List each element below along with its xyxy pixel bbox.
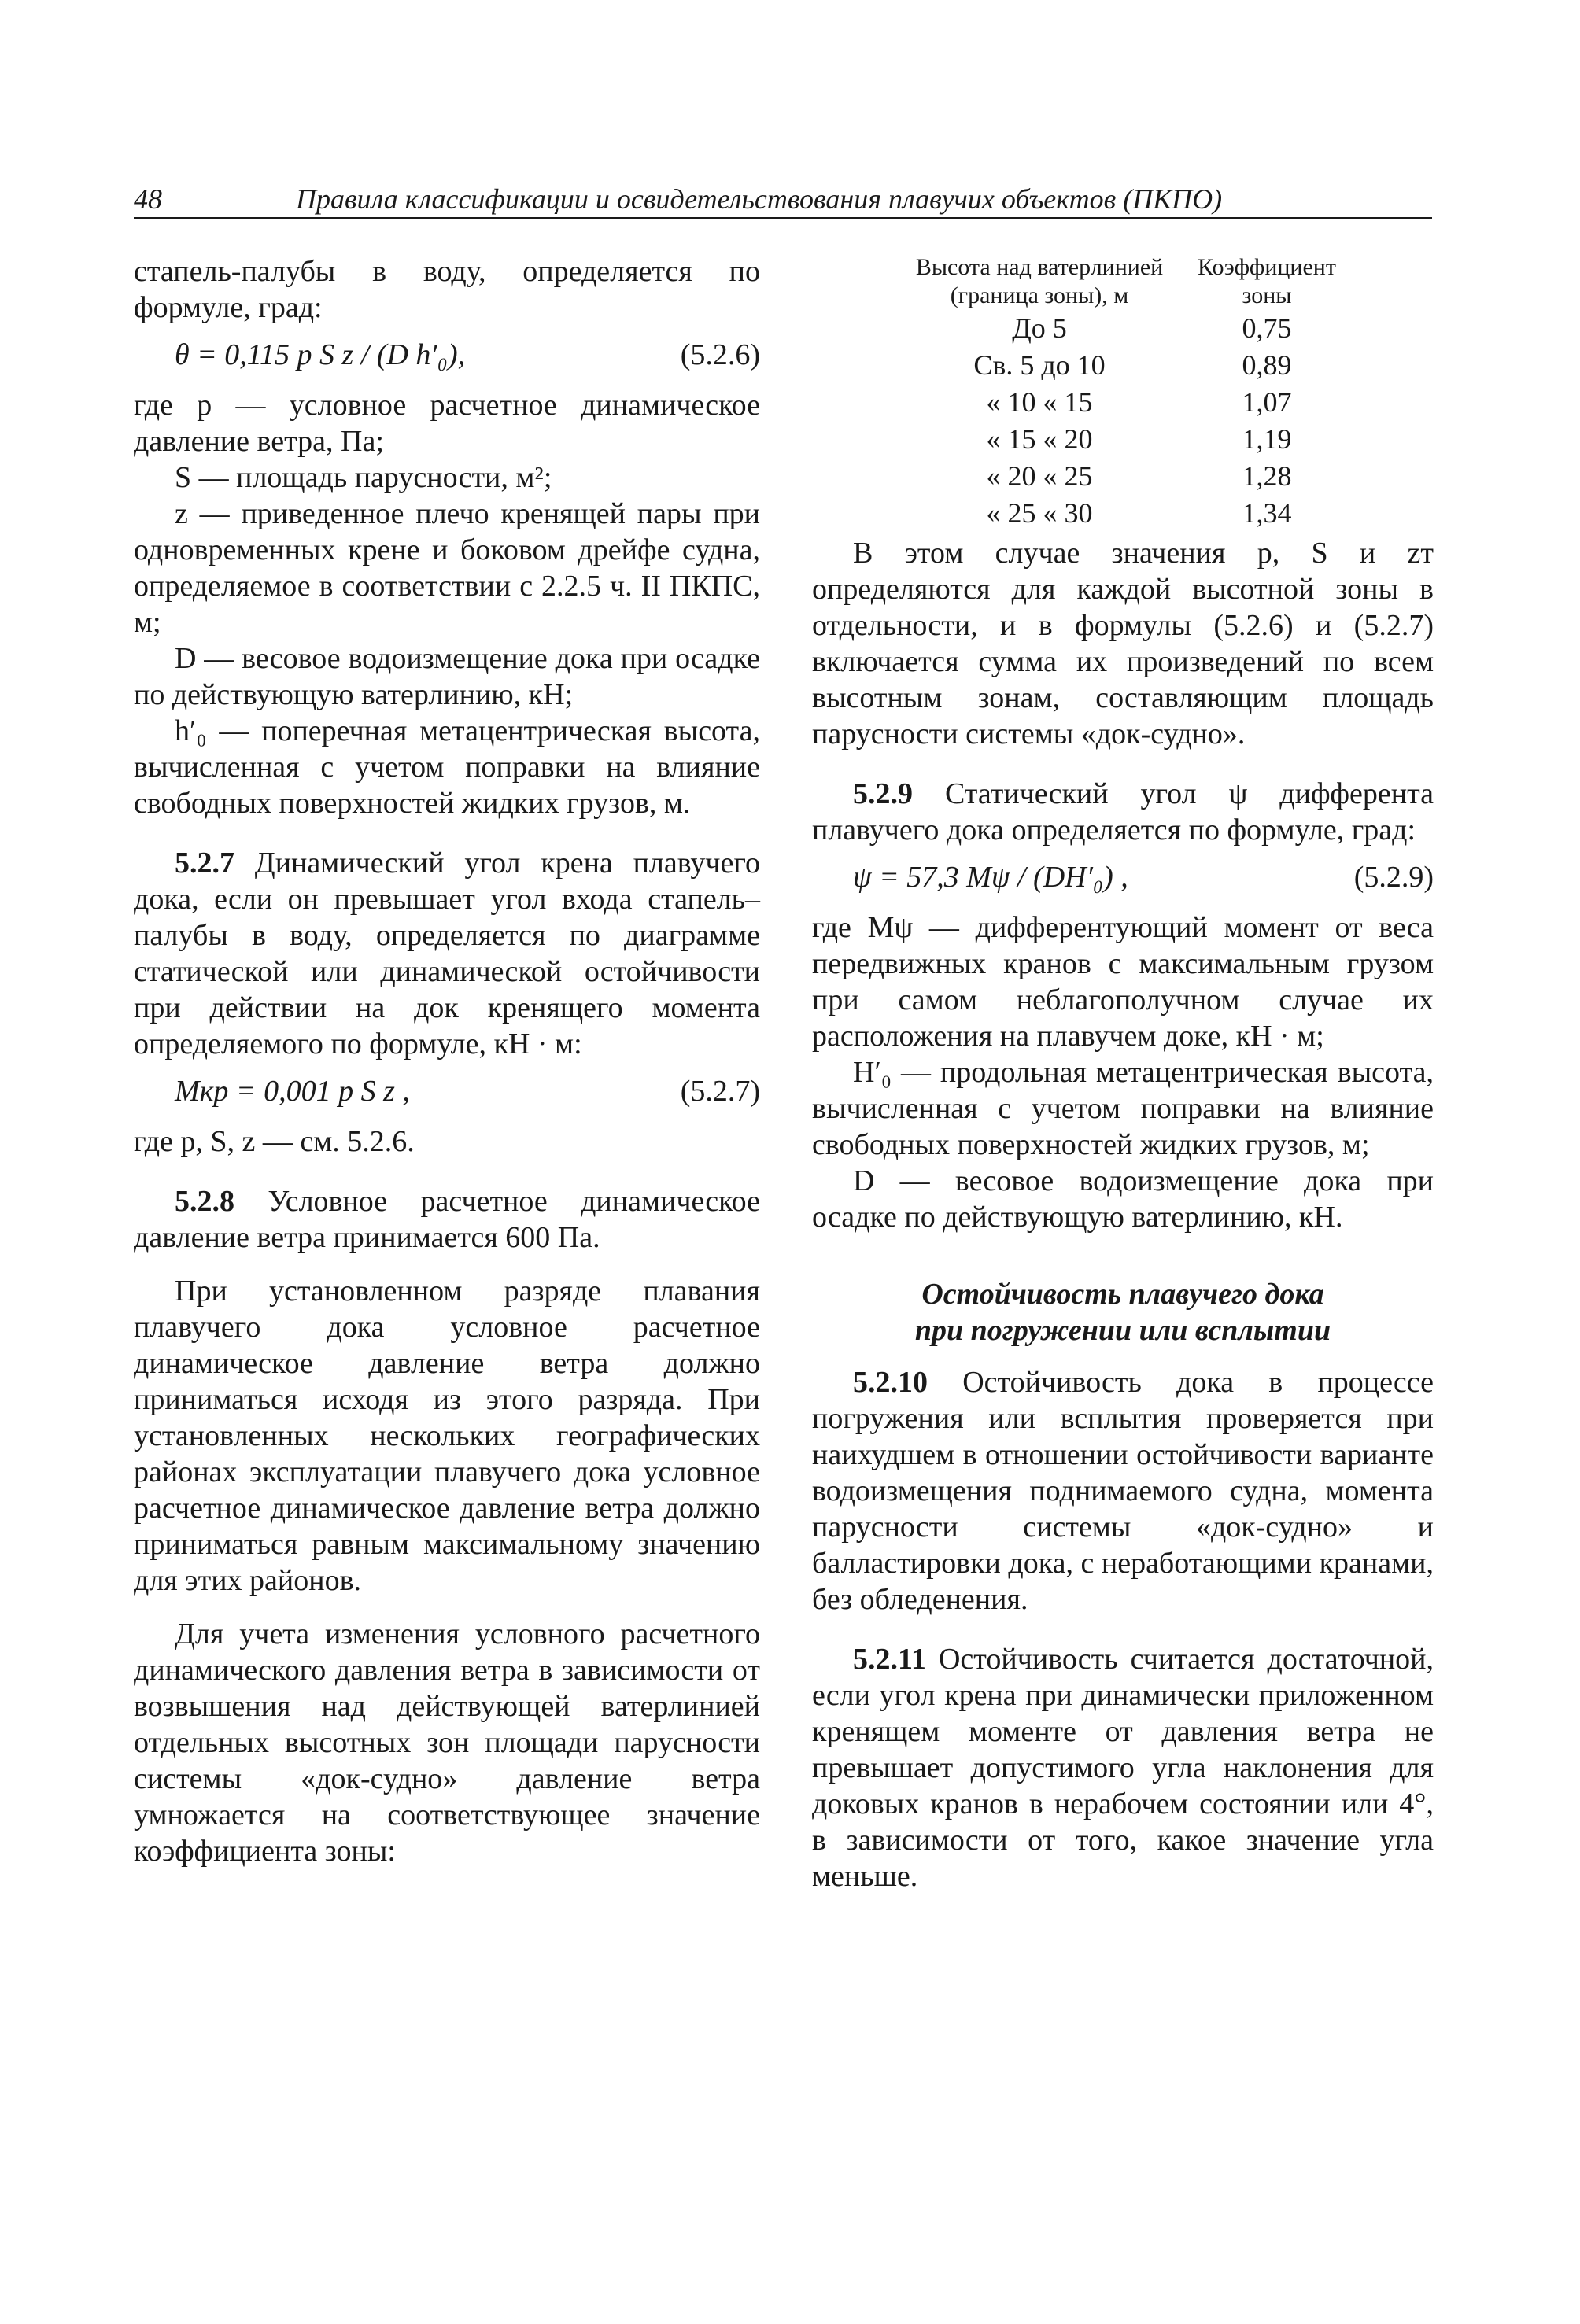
section-number: 5.2.10: [853, 1366, 928, 1399]
paragraph-zone-case: В этом случае значения p, S и zт определяются для каждой высотной зоны в отдельности, и в формулы (5.2.6) и (5.2.7) включается сумма их произведений по всем высотным зонам, составляющим площадь парусности системы «док-судно».: [812, 537, 1434, 751]
formula-number: (5.2.7): [680, 1075, 760, 1108]
section-text: Остойчивость дока в процессе погружения или всплытия проверяется при наихудшем в отношении остойчивости варианте водоизмещения поднимаемого судна, момента парусности системы «док-судно» и балластировки дока, с неработающими кранами, без обледенения.: [812, 1366, 1434, 1616]
section-number: 5.2.11: [853, 1643, 926, 1676]
definition-H0: H′₀ — продольная метацентрическая высота, вычисленная с учетом поправки на влияние свободных поверхностей жидких грузов, м;: [812, 1056, 1434, 1161]
header-line: (граница зоны), м: [950, 282, 1129, 308]
subheading-line-1: Остойчивость плавучего дока: [921, 1278, 1324, 1311]
section-text: Остойчивость считается достаточной, если угол крена при динамически приложенном кренящем моменте от давления ветра не превышает допустимого угла наклонения для доковых кранов в нерабочем состоянии или 4°, в зависимости от того, какое значение угла меньше.: [812, 1643, 1434, 1893]
section-subheading: [812, 1276, 1434, 1348]
header-line: зоны: [1242, 282, 1292, 308]
table-row: [895, 458, 1350, 495]
cell-coef: 0,75: [1242, 312, 1292, 344]
table-row: [895, 495, 1350, 532]
table-row: [895, 310, 1350, 347]
cell-height: « 25 « 30: [986, 497, 1093, 529]
definition-h0: h′₀ — поперечная метацентрическая высота, вычисленная с учетом поправки на влияние свободных поверхностей жидких грузов, м.: [134, 714, 760, 820]
paragraph-zones: Для учета изменения условного расчетного динамического давления ветра в зависимости от возвышения над действующей ватерлинией отдельных высотных зон площади парусности системы «док-судно» давление ветра умножается на соответствующее значение коэффициента зоны:: [134, 1618, 760, 1868]
section-5-2-11: [812, 1641, 1434, 1894]
section-5-2-10: [812, 1364, 1434, 1618]
formula-expression: Mкр = 0,001 p S z ,: [175, 1075, 410, 1108]
left-column: [134, 253, 760, 1869]
section-number: 5.2.8: [175, 1185, 234, 1218]
section-5-2-8: [134, 1183, 760, 1256]
formula-5-2-6: [134, 337, 760, 373]
section-number: 5.2.9: [853, 777, 913, 810]
table-header-row: [895, 253, 1350, 310]
running-title: Правила классификации и освидетельствования плавучих объектов (ПКПО): [296, 183, 1223, 215]
table-row: [895, 384, 1350, 421]
cell-coef: 1,19: [1242, 423, 1292, 455]
formula-number: (5.2.6): [680, 338, 760, 371]
definition-p: где p — условное расчетное динамическое давление ветра, Па;: [134, 389, 760, 458]
formula-expression: θ = 0,115 p S z / (D h′₀),: [175, 338, 466, 371]
page-number: 48: [134, 183, 162, 215]
definition-M-psi: где Mψ — дифферентующий момент от веса передвижных кранов с максимальным грузом при самом неблагополучном случае их расположения на плавучем доке, кН · м;: [812, 911, 1434, 1053]
section-5-2-7: [134, 845, 760, 1062]
formula-5-2-7: [134, 1073, 760, 1109]
right-column: [812, 253, 1434, 1894]
section-text: Статический угол ψ дифферента плавучего дока определяется по формуле, град:: [812, 777, 1434, 847]
section-text: Динамический угол крена плавучего дока, если он превышает угол входа стапель–палубы в воду, определяется по диаграмме статической или динамической остойчивости при действии на док кренящего момента определяемого по формуле, кН · м:: [134, 847, 760, 1061]
definition-S: S — площадь парусности, м²;: [175, 461, 552, 494]
cell-coef: 0,89: [1242, 349, 1292, 381]
definition-see-5-2-6: где p, S, z — см. 5.2.6.: [134, 1125, 415, 1158]
cell-coef: 1,28: [1242, 460, 1292, 492]
cell-height: Св. 5 до 10: [973, 349, 1106, 381]
formula-5-2-9: [812, 859, 1434, 895]
formula-number: (5.2.9): [1353, 861, 1434, 894]
table-row: [895, 347, 1350, 384]
paragraph-regions: При установленном разряде плавания плавучего дока условное расчетное динамическое давление ветра должно приниматься исходя из этого разряда. При установленных нескольких географических районах эксплуатации плавучего дока условное расчетное динамическое давление ветра должно приниматься равным максимальному значению для этих районов.: [134, 1275, 760, 1597]
subheading-line-2: при погружении или всплытии: [914, 1314, 1331, 1347]
definition-D: D — весовое водоизмещение дока при осадке по действующую ватерлинию, кН.: [812, 1164, 1434, 1234]
formula-expression: ψ = 57,3 Mψ / (DH′₀) ,: [853, 861, 1128, 894]
section-number: 5.2.7: [175, 847, 234, 880]
column-header-coefficient: [1183, 253, 1350, 310]
section-text: Условное расчетное динамическое давление ветра принимается 600 Па.: [134, 1185, 760, 1254]
cell-coef: 1,34: [1242, 497, 1292, 529]
running-header: [134, 181, 1432, 219]
cell-height: « 10 « 15: [986, 386, 1093, 418]
cell-coef: 1,07: [1242, 386, 1292, 418]
definition-z: z — приведенное плечо кренящей пары при одновременных крене и боковом дрейфе судна, определяемое в соответствии с 2.2.5 ч. II ПКПС, м;: [134, 497, 760, 639]
section-5-2-9: [812, 776, 1434, 848]
cell-height: « 20 « 25: [986, 460, 1093, 492]
cell-height: « 15 « 20: [986, 423, 1093, 455]
zone-coefficient-table: [895, 253, 1350, 532]
header-line: Коэффициент: [1198, 254, 1336, 280]
table-row: [895, 421, 1350, 458]
column-header-height: [895, 253, 1183, 310]
cell-height: До 5: [1012, 312, 1067, 344]
definition-D: D — весовое водоизмещение дока при осадке по действующую ватерлинию, кН;: [134, 642, 760, 711]
paragraph-continuation: стапель-палубы в воду, определяется по формуле, град:: [134, 255, 760, 324]
header-line: Высота над ватерлинией: [915, 254, 1164, 280]
